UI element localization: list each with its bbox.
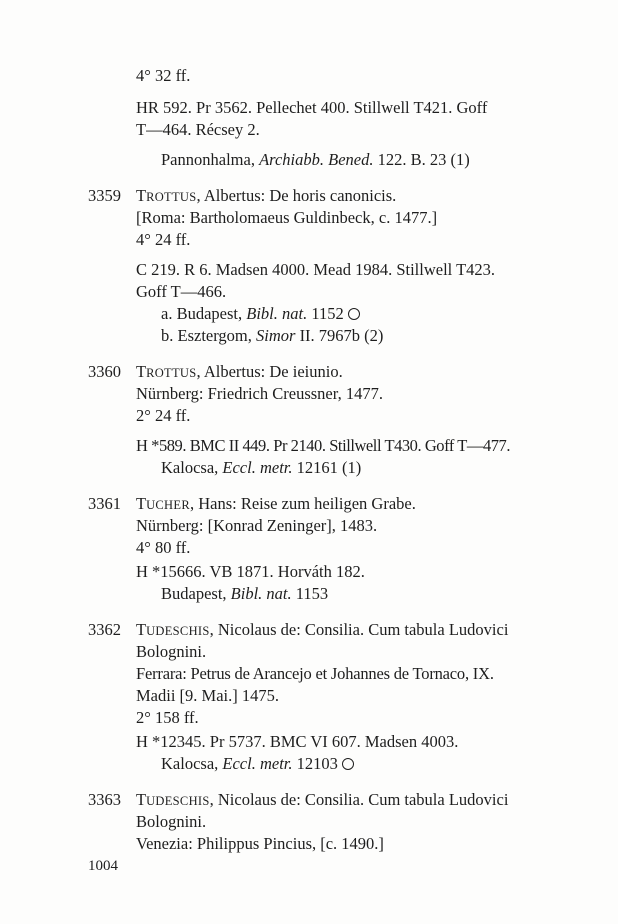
- entry-imprint: Venezia: Philippus Pincius, [c. 1490.]: [136, 834, 384, 853]
- entry-number: 3360: [88, 362, 121, 381]
- entry-references: C 219. R 6. Madsen 4000. Mead 1984. Stillwell T423.: [136, 260, 496, 279]
- entry-location: Kalocsa, Eccl. metr. 12103: [161, 754, 354, 774]
- entry-imprint-continued: Madii [9. Mai.] 1475.: [136, 686, 279, 705]
- entry-number: 3361: [88, 494, 121, 513]
- entry-format: 4° 32 ff.: [136, 66, 191, 85]
- entry-location: b. Esztergom, Simor II. 7967b (2): [161, 326, 384, 345]
- entry-number: 3359: [88, 186, 121, 205]
- entry-heading: TUDESCHIS, Nicolaus de: Consilia. Cum tabula Ludovici: [136, 790, 509, 809]
- entry-format: 2° 24 ff.: [136, 406, 191, 425]
- entry-imprint: Ferrara: Petrus de Arancejo et Johannes de Tornaco, IX.: [136, 664, 494, 683]
- entry-references-continued: T—464. Récsey 2.: [136, 120, 260, 139]
- entry-number: 3363: [88, 790, 121, 809]
- entry-imprint: Nürnberg: Friedrich Creussner, 1477.: [136, 384, 383, 403]
- entry-heading: TUDESCHIS, Nicolaus de: Consilia. Cum tabula Ludovici: [136, 620, 509, 639]
- entry-heading: TROTTUS, Albertus: De horis canonicis.: [136, 186, 397, 205]
- entry-references-continued: Goff T—466.: [136, 282, 227, 301]
- entry-heading: TUCHER, Hans: Reise zum heiligen Grabe.: [136, 494, 416, 513]
- page-number: 1004: [88, 858, 118, 874]
- entry-imprint: Nürnberg: [Konrad Zeninger], 1483.: [136, 516, 378, 535]
- entry-references: H *589. BMC II 449. Pr 2140. Stillwell T430. Goff T—477.: [136, 436, 511, 455]
- entry-heading-continued: Bolognini.: [136, 642, 207, 661]
- entry-location: Kalocsa, Eccl. metr. 12161 (1): [161, 458, 362, 477]
- entry-location: Pannonhalma, Archiabb. Bened. 122. B. 23 (1): [161, 150, 470, 169]
- entry-format: 4° 24 ff.: [136, 230, 191, 249]
- entry-location: a. Budapest, Bibl. nat. 1152: [161, 304, 360, 324]
- circle-icon: [342, 758, 354, 770]
- entry-location: Budapest, Bibl. nat. 1153: [161, 584, 329, 603]
- entry-references: H *12345. Pr 5737. BMC VI 607. Madsen 4003.: [136, 732, 459, 751]
- circle-icon: [348, 308, 360, 320]
- entry-heading-continued: Bolognini.: [136, 812, 207, 831]
- entry-heading: TROTTUS, Albertus: De ieiunio.: [136, 362, 343, 381]
- entry-format: 4° 80 ff.: [136, 538, 191, 557]
- entry-imprint: [Roma: Bartholomaeus Guldinbeck, c. 1477.]: [136, 208, 438, 227]
- entry-format: 2° 158 ff.: [136, 708, 199, 727]
- entry-references: H *15666. VB 1871. Horváth 182.: [136, 562, 365, 581]
- entry-references: HR 592. Pr 3562. Pellechet 400. Stillwell T421. Goff: [136, 98, 488, 117]
- entry-number: 3362: [88, 620, 121, 639]
